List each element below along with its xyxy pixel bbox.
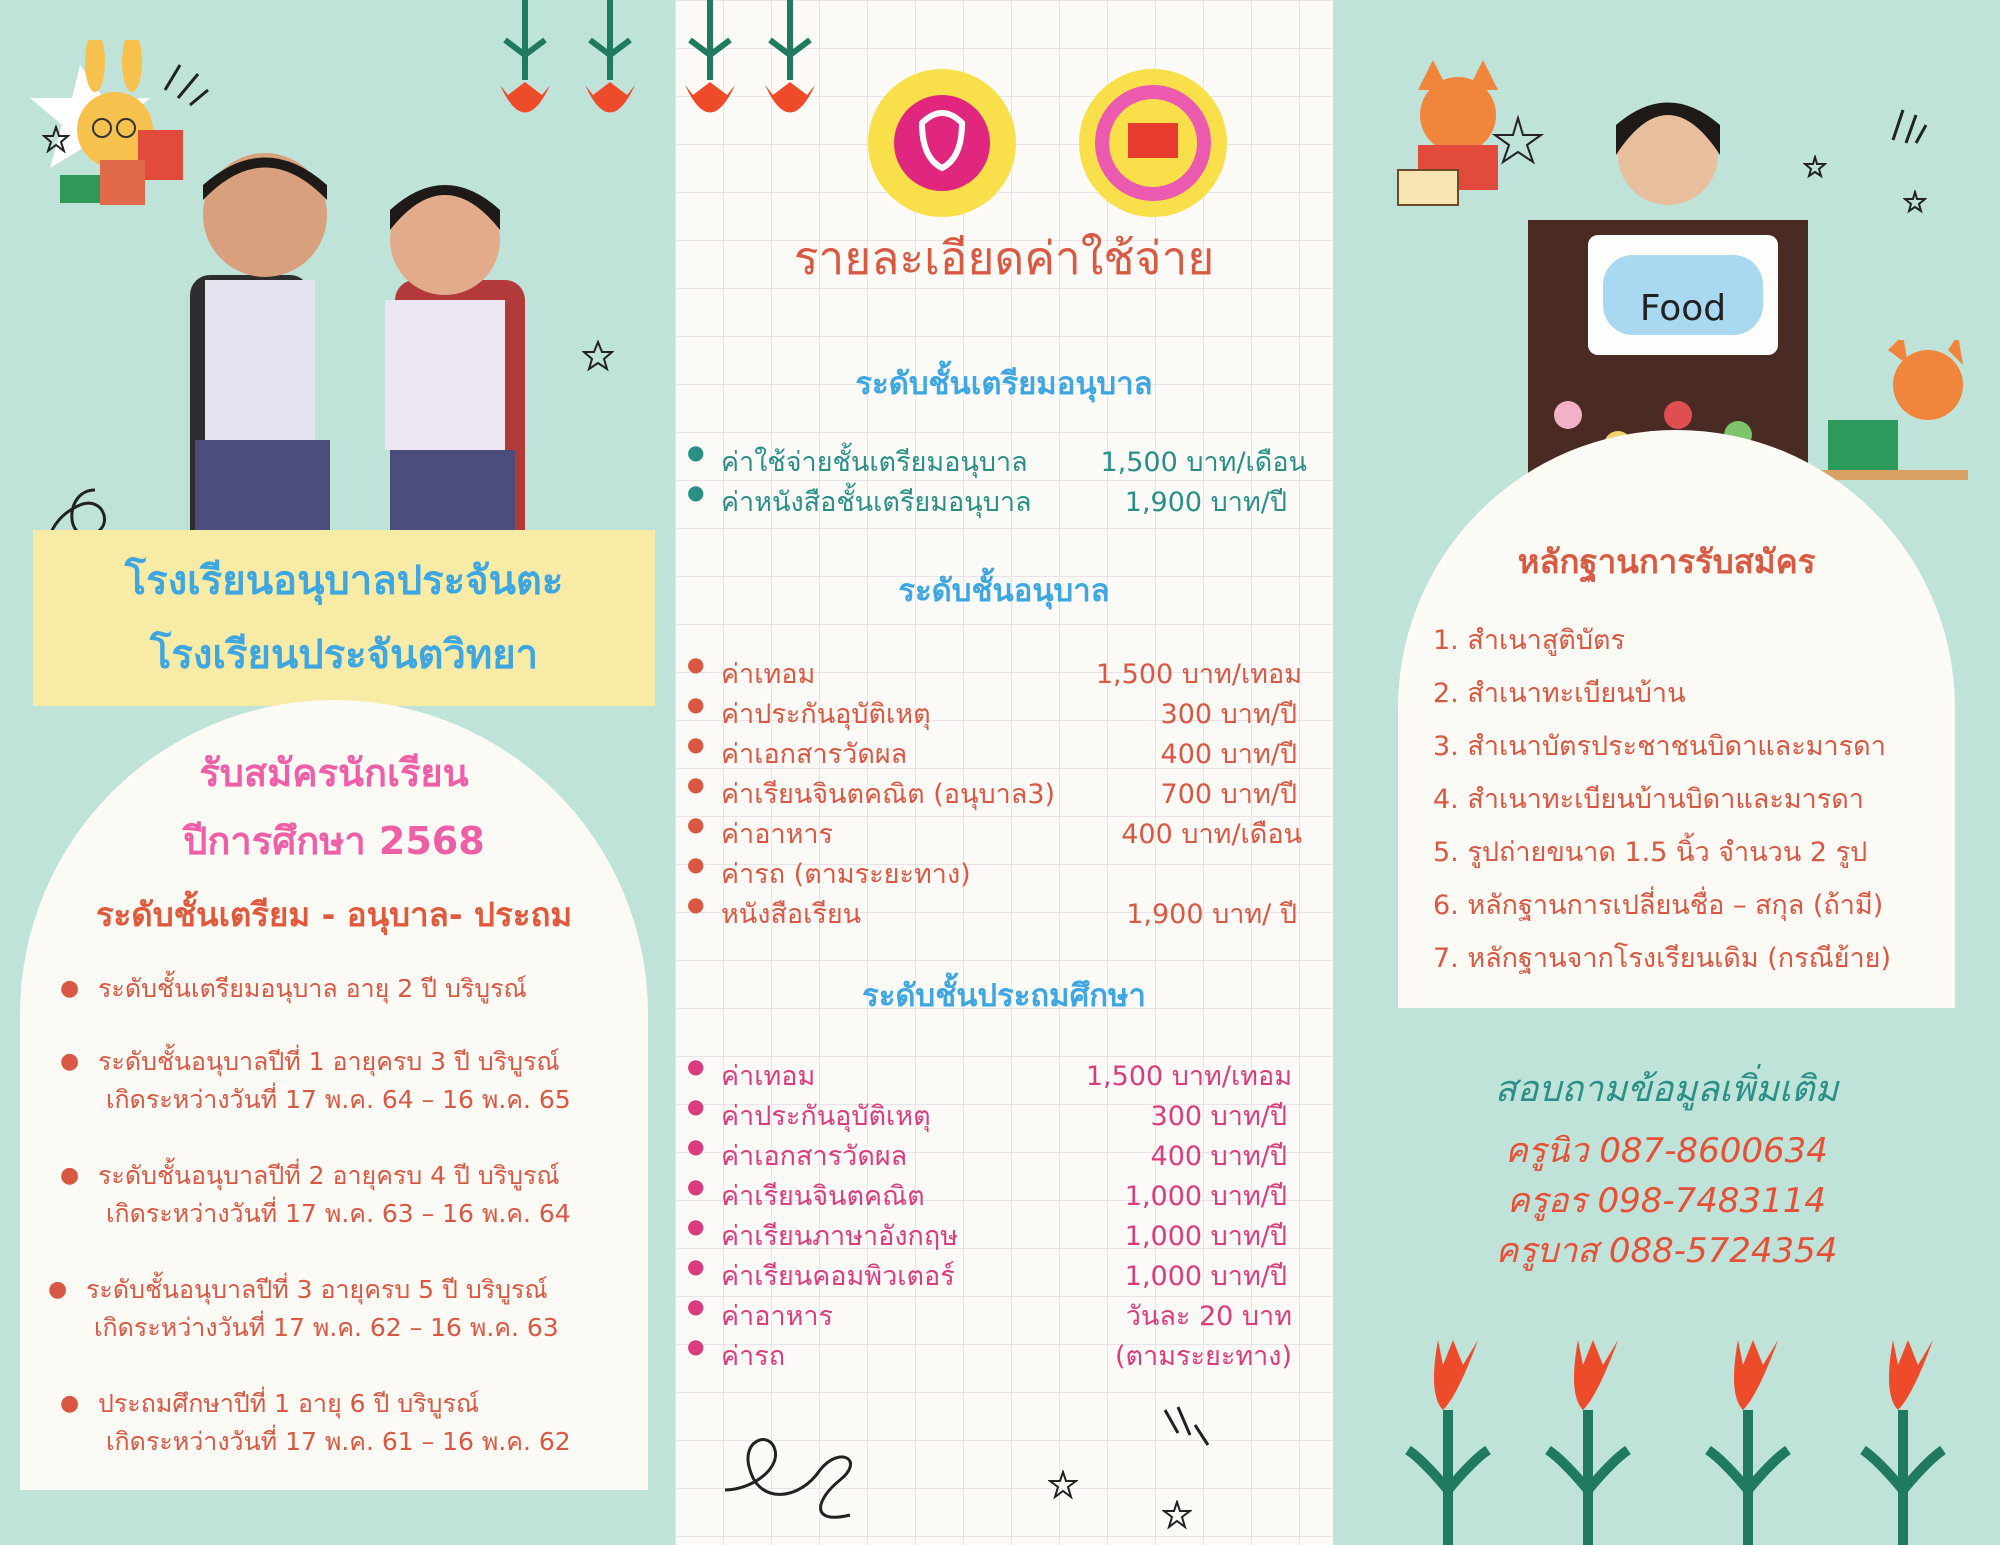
fee-row — [687, 1134, 1287, 1170]
fee-label: ค่าหนังสือชั้นเตรียมอนุบาล — [721, 487, 1032, 518]
bullet-icon: ● — [60, 1163, 80, 1188]
fee-row — [687, 1054, 1292, 1090]
bullet-icon: ● — [48, 1277, 68, 1302]
admission-item — [60, 970, 660, 1008]
bullet-icon: ● — [687, 1054, 705, 1078]
fee-row — [687, 652, 1302, 688]
contact-item: ครูบาส 088-5724354 — [1495, 1231, 1838, 1271]
fee-row — [687, 692, 1297, 728]
middle-panel — [675, 0, 1333, 1545]
fee-label: ค่าเอกสารวัดผล — [721, 1141, 908, 1172]
kindergarten-logo — [867, 68, 1017, 218]
fee-label: ค่าใช้จ่ายชั้นเตรียมอนุบาล — [721, 447, 1028, 478]
food-board-text: Food — [1639, 288, 1727, 329]
star-doodle-icon — [42, 125, 70, 153]
admission-birth-range: เกิดระหว่างวันที่ 17 พ.ค. 62 – 16 พ.ค. 63 — [94, 1313, 559, 1342]
star-doodle-icon — [1162, 1500, 1192, 1530]
tulip-row-illustration — [1393, 1340, 1993, 1545]
admission-item — [60, 1043, 660, 1119]
section-heading-kindergarten: ระดับชั้นอนุบาล — [898, 573, 1110, 609]
fee-label: ค่ารถ (ตามระยะทาง) — [721, 859, 971, 890]
school-names-banner — [33, 530, 655, 706]
bullet-icon: ● — [687, 1254, 705, 1278]
bullet-icon: ● — [687, 1294, 705, 1318]
left-panel — [0, 0, 675, 1545]
admission-item — [60, 1385, 660, 1461]
contact-title: สอบถามข้อมูลเพิ่มเติม — [1494, 1069, 1839, 1110]
fee-value: 1,500 บาท/เทอม — [1085, 1061, 1292, 1092]
school-logo — [1078, 68, 1228, 218]
fee-label: ค่าเรียนจินตคณิต (อนุบาล3) — [721, 779, 1056, 810]
bullet-icon: ● — [687, 480, 705, 504]
bullet-icon: ● — [687, 772, 705, 796]
fee-value: 300 บาท/ปี — [1150, 1101, 1287, 1132]
fee-label: ค่าเรียนภาษาอังกฤษ — [721, 1221, 959, 1252]
fee-label: ค่าเอกสารวัดผล — [721, 739, 908, 770]
fee-row — [687, 1174, 1287, 1210]
fee-value: 1,900 บาท/ปี — [1124, 487, 1287, 518]
requirement-item: 3. สำเนาบัตรประชาชนบิดาและมารดา — [1433, 731, 1886, 762]
section-heading-pre-k: ระดับชั้นเตรียมอนุบาล — [855, 366, 1153, 402]
contact-item: ครูนิว 087-8600634 — [1505, 1131, 1828, 1171]
fee-value: 1,000 บาท/ปี — [1124, 1261, 1287, 1292]
fee-label: ค่าอาหาร — [721, 819, 834, 850]
requirement-item: 4. สำเนาทะเบียนบ้านบิดาและมารดา — [1433, 784, 1864, 815]
fee-value: 1,900 บาท/ ปี — [1126, 899, 1297, 930]
squiggle-doodle-icon — [720, 1430, 870, 1530]
fee-row — [687, 480, 1287, 516]
bullet-icon: ● — [687, 812, 705, 836]
bullet-icon: ● — [687, 692, 705, 716]
admission-item — [60, 1157, 660, 1233]
hanging-tulips-illustration — [480, 0, 670, 140]
fee-label: ค่ารถ — [721, 1341, 786, 1372]
fee-label: หนังสือเรียน — [721, 899, 862, 930]
contact-item: ครูอร 098-7483114 — [1506, 1181, 1827, 1221]
fee-label: ค่าเทอม — [721, 1061, 816, 1092]
admission-birth-range: เกิดระหว่างวันที่ 17 พ.ค. 64 – 16 พ.ค. 65 — [106, 1085, 571, 1114]
requirement-item: 2. สำเนาทะเบียนบ้าน — [1433, 678, 1686, 709]
spark-lines-icon — [1888, 105, 1928, 145]
school-name-secondary: โรงเรียนประจันตวิทยา — [149, 632, 539, 678]
fee-row — [687, 732, 1297, 768]
cost-details-title: รายละเอียดค่าใช้จ่าย — [793, 231, 1215, 285]
fee-value: 400 บาท/เดือน — [1121, 819, 1302, 850]
admission-birth-range: เกิดระหว่างวันที่ 17 พ.ค. 61 – 16 พ.ค. 62 — [106, 1427, 571, 1456]
bullet-icon: ● — [687, 1334, 705, 1358]
fee-label: ค่าเทอม — [721, 659, 816, 690]
fee-row — [687, 772, 1297, 808]
fee-row — [687, 1094, 1287, 1130]
bullet-icon: ● — [687, 1094, 705, 1118]
fee-value: 1,000 บาท/ปี — [1124, 1221, 1287, 1252]
admission-line: ระดับชั้นอนุบาลปีที่ 1 อายุครบ 3 ปี บริบูรณ์ — [98, 1047, 560, 1076]
star-doodle-icon — [1048, 1470, 1078, 1500]
academic-year: ปีการศึกษา 2568 — [183, 819, 485, 863]
spark-lines-icon — [160, 60, 210, 110]
levels-heading: ระดับชั้นเตรียม - อนุบาล- ประถม — [95, 895, 573, 934]
fee-row — [687, 892, 1297, 928]
requirement-item: 6. หลักฐานการเปลี่ยนชื่อ – สกุล (ถ้ามี) — [1433, 890, 1884, 921]
bullet-icon: ● — [60, 976, 80, 1001]
bullet-icon: ● — [687, 652, 705, 676]
admission-item — [48, 1271, 648, 1347]
hanging-tulips-illustration — [675, 0, 835, 140]
fee-row — [687, 852, 1307, 888]
admission-line: ระดับชั้นอนุบาลปีที่ 3 อายุครบ 5 ปี บริบูรณ์ — [86, 1275, 548, 1304]
bullet-icon: ● — [60, 1049, 80, 1074]
admission-line: ประถมศึกษาปีที่ 1 อายุ 6 ปี บริบูรณ์ — [98, 1389, 480, 1418]
bullet-icon: ● — [687, 852, 705, 876]
star-doodle-icon — [582, 340, 614, 372]
fee-row — [687, 1214, 1287, 1250]
fee-value: (ตามระยะทาง) — [1114, 1341, 1292, 1372]
admission-title: รับสมัครนักเรียน — [199, 751, 469, 795]
bullet-icon: ● — [687, 440, 705, 464]
fee-row — [687, 440, 1307, 476]
fee-label: ค่าเรียนจินตคณิต — [721, 1181, 925, 1212]
fee-value: 700 บาท/ปี — [1160, 779, 1297, 810]
bullet-icon: ● — [687, 1174, 705, 1198]
section-heading-primary: ระดับชั้นประถมศึกษา — [862, 978, 1146, 1014]
admission-line: ระดับชั้นอนุบาลปีที่ 2 อายุครบ 4 ปี บริบูรณ์ — [98, 1161, 560, 1190]
students-photo — [145, 130, 585, 550]
star-doodle-icon — [1903, 190, 1927, 214]
fee-value: 300 บาท/ปี — [1160, 699, 1297, 730]
admission-card — [20, 700, 648, 1490]
bullet-icon: ● — [687, 1134, 705, 1158]
bullet-icon: ● — [687, 1214, 705, 1238]
admission-line: ระดับชั้นเตรียมอนุบาล อายุ 2 ปี บริบูรณ์ — [98, 974, 527, 1003]
fee-value: 400 บาท/ปี — [1150, 1141, 1287, 1172]
fee-label: ค่าอาหาร — [721, 1301, 834, 1332]
requirement-item: 7. หลักฐานจากโรงเรียนเดิม (กรณีย้าย) — [1433, 943, 1891, 974]
fee-value: 1,000 บาท/ปี — [1124, 1181, 1287, 1212]
bullet-icon: ● — [60, 1391, 80, 1416]
bullet-icon: ● — [687, 892, 705, 916]
fee-label: ค่าประกันอุบัติเหตุ — [721, 1101, 931, 1132]
fee-row — [687, 1294, 1292, 1330]
bullet-icon: ● — [687, 732, 705, 756]
school-name-primary: โรงเรียนอนุบาลประจันตะ — [124, 558, 564, 604]
fee-row — [687, 812, 1302, 848]
fee-value: 1,500 บาท/เดือน — [1100, 447, 1307, 478]
spark-lines-icon — [1160, 1405, 1210, 1455]
fee-row — [687, 1334, 1292, 1370]
requirement-item: 1. สำเนาสูติบัตร — [1433, 625, 1626, 656]
fee-row — [687, 1254, 1287, 1290]
admission-birth-range: เกิดระหว่างวันที่ 17 พ.ค. 63 – 16 พ.ค. 64 — [106, 1199, 571, 1228]
requirement-item: 5. รูปถ่ายขนาด 1.5 นิ้ว จำนวน 2 รูป — [1433, 837, 1868, 868]
right-panel — [1333, 0, 2000, 1545]
fee-label: ค่าประกันอุบัติเหตุ — [721, 699, 931, 730]
fee-value: 400 บาท/ปี — [1160, 739, 1297, 770]
fee-label: ค่าเรียนคอมพิวเตอร์ — [721, 1261, 955, 1292]
fee-value: 1,500 บาท/เทอม — [1095, 659, 1302, 690]
fee-value: วันละ 20 บาท — [1125, 1301, 1292, 1332]
requirements-title: หลักฐานการรับสมัคร — [1517, 542, 1816, 581]
